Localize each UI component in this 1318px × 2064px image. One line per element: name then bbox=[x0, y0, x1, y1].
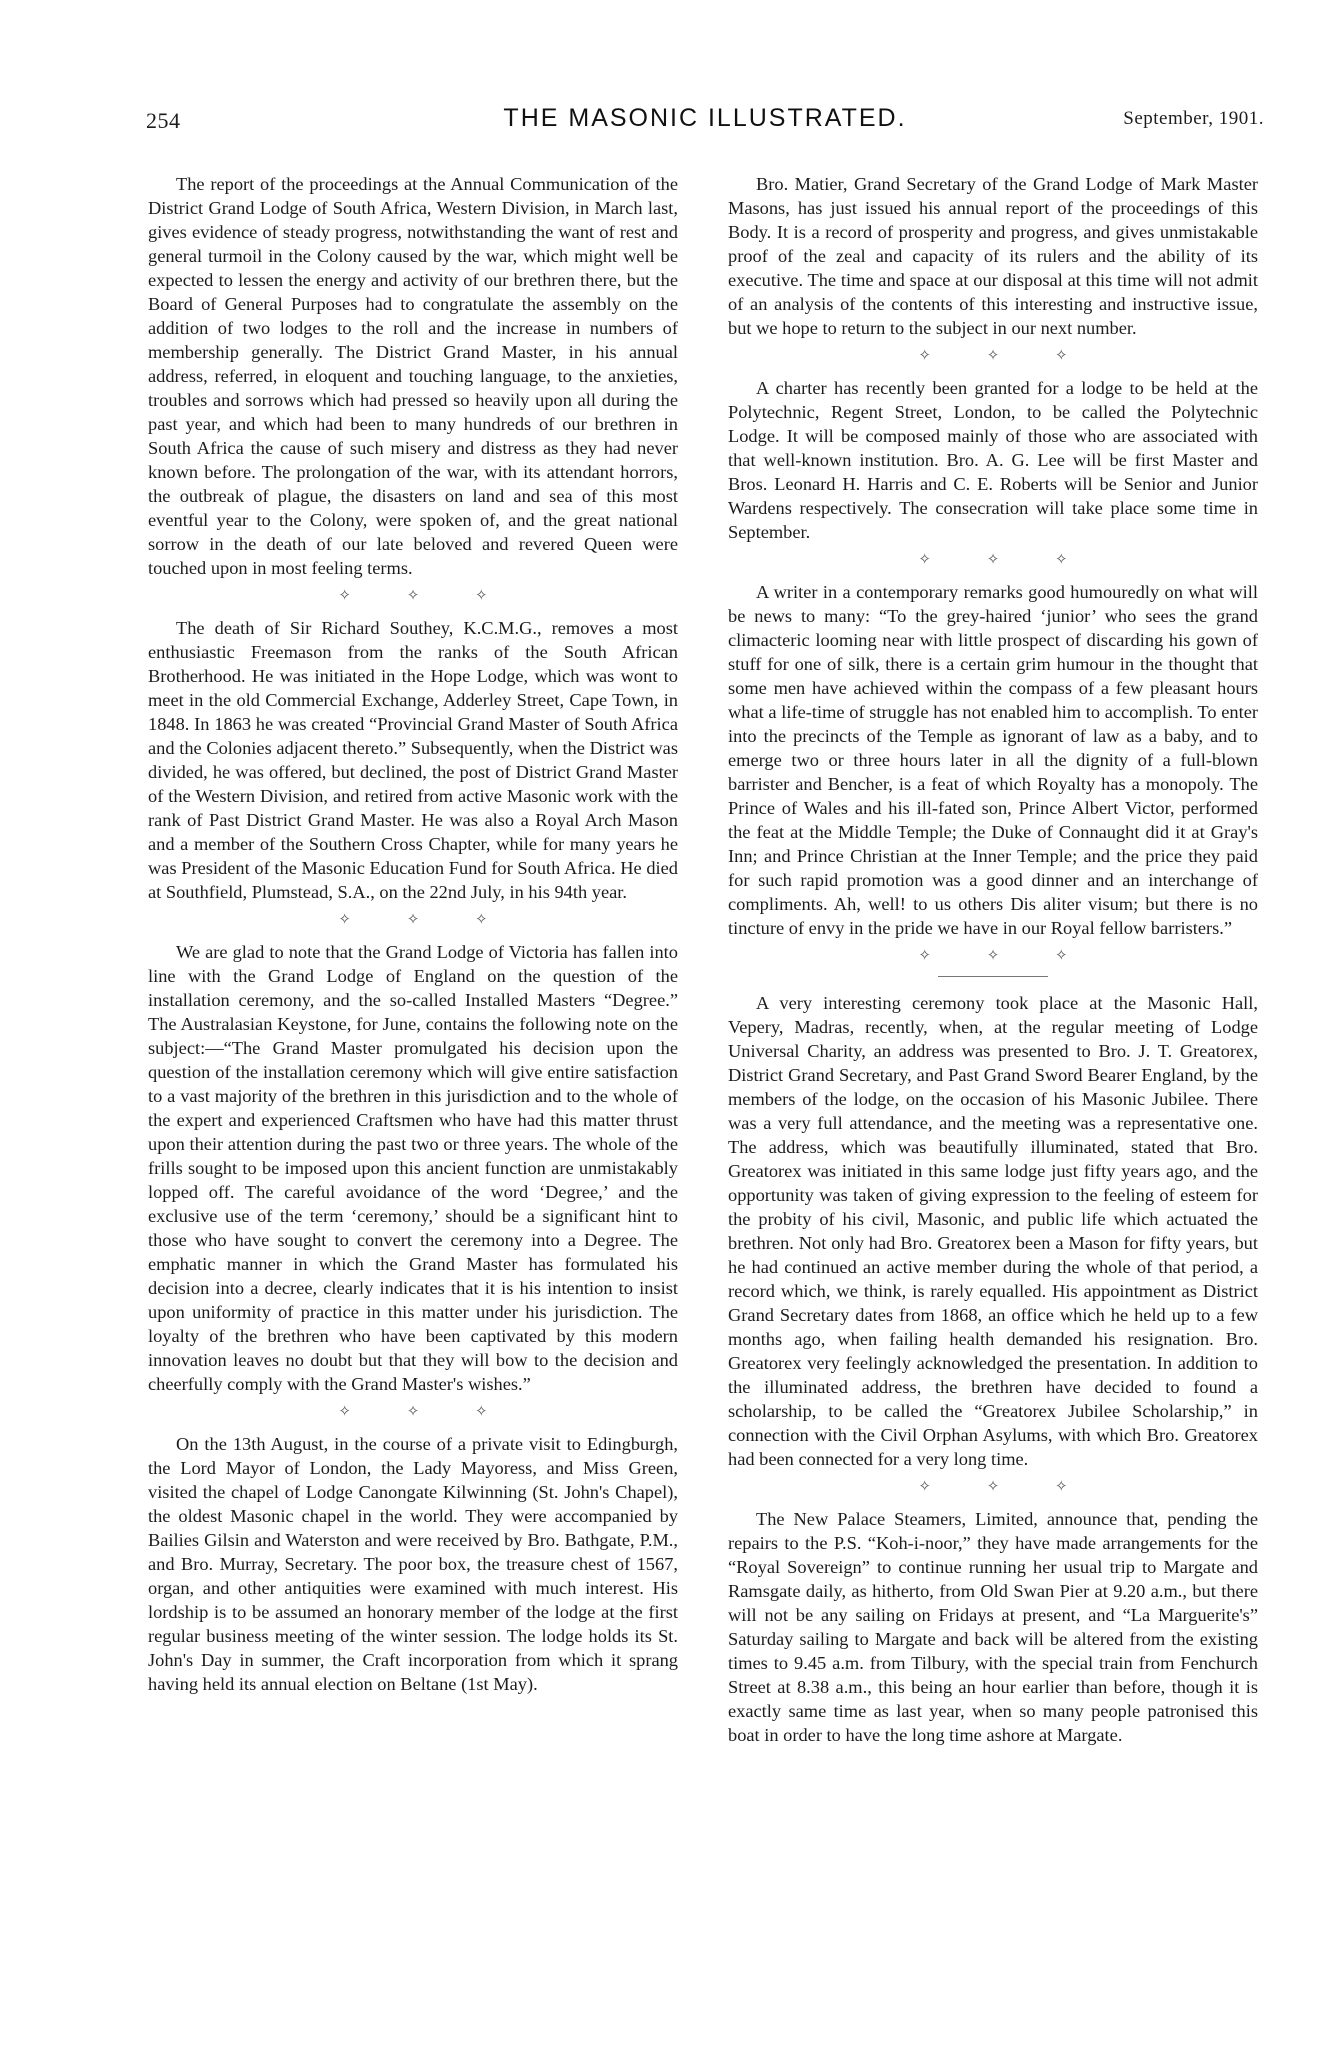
article-greatorex-jubilee: A very interesting ceremony took place at the Masonic Hall, Vepery, Madras, recently, when, at the regular meeting of Lodge Universal Charity, an address was presented to Bro. J. T. Greatorex, District Grand Secretary, and Past Grand Sword Bearer England, by the members of the lodge, on the occasion of his Masonic Jubilee. There was a very full attendance, and the meeting was a representative one. The address, which was beautifully illuminated, stated that Bro. Greatorex was initiated in this same lodge just fifty years ago, and the opportunity was taken of giving expression to the feeling of esteem for the probity of his civil, Masonic, and public life which actuated the brethren. Not only had Bro. Greatorex been a Mason for fifty years, but he had continued an active member during the whole of that period, a record which, we think, is rarely equalled. His appointment as District Grand Secretary dates from 1868, an office which he held up to a few months ago, when failing health demanded his resignation. Bro. Greatorex very feelingly acknowledged the presentation. In addition to the illuminated address, the brethren have decided to found a scholarship, to be called the “Greatorex Jubilee Scholarship,” in connection with the Civil Orphan Asylums, with which Bro. Greatorex had been connected for a very long time. bbox=[728, 993, 1258, 1469]
page-number: 254 bbox=[146, 108, 181, 133]
article-lodge-canongate-kilwinning: On the 13th August, in the course of a private visit to Edingburgh, the Lord Mayor of London, the Lady Mayoress, and Miss Green, visited the chapel of Lodge Canongate Kilwinning (St. John's Chapel), the oldest Masonic chapel in the world. They were accompanied by Bailies Gilsin and Waterston and were received by Bro. Bathgate, P.M., and Bro. Murray, Secretary. The poor box, the treasure chest of 1567, organ, and other antiquities were examined with much interest. His lordship is to be assumed an honorary member of the lodge at the first regular business meeting of the winter session. The lodge holds its St. John's Day in summer, the Craft incorporation from which it sprang having held its annual election on Beltane (1st May). bbox=[148, 1434, 678, 1694]
section-ornament: ✧ ✧ ✧ bbox=[338, 912, 514, 928]
section-ornament: ✧ ✧ ✧ bbox=[918, 948, 1094, 964]
left-column bbox=[148, 172, 678, 1696]
section-ornament: ✧ ✧ ✧ bbox=[918, 348, 1094, 364]
article-grand-lodge-victoria: We are glad to note that the Grand Lodge of Victoria has fallen into line with the Grand Lodge of England on the question of the installation ceremony, and the so-called Installed Masters “Degree.” The Australasian Keystone, for June, contains the following note on the subject:—“The Grand Master promulgated his decision upon the question of the installation ceremony which will give entire satisfaction to a vast majority of the brethren in this jurisdiction and to the whole of the expert and experienced Craftsmen who have had this matter thrust upon their attention during the past two or three years. The whole of the frills sought to be imposed upon this ancient function are unmistakably lopped off. The careful avoidance of the word ‘Degree,’ and the exclusive use of the term ‘ceremony,’ should be a significant hint to those who have sought to convert the ceremony into a Degree. The emphatic manner in which the Grand Master has formulated his decision into a decree, clearly indicates that it is his intention to insist upon uniformity of practice in this matter under his jurisdiction. The loyalty of the brethren who have been captivated by this modern innovation leaves no doubt but that they will bow to the decision and cheerfully comply with the Grand Master's wishes.” bbox=[148, 942, 678, 1394]
right-column bbox=[728, 172, 1258, 1747]
section-ornament: ✧ ✧ ✧ bbox=[338, 588, 514, 604]
masthead-title: THE MASONIC ILLUSTRATED. bbox=[503, 104, 907, 132]
issue-date: September, 1901. bbox=[1123, 108, 1264, 129]
section-ornament: ✧ ✧ ✧ bbox=[918, 1479, 1094, 1495]
section-ornament: ✧ ✧ ✧ bbox=[338, 1404, 514, 1420]
section-ornament: ✧ ✧ ✧ bbox=[918, 552, 1094, 568]
article-mark-master-masons-report: Bro. Matier, Grand Secretary of the Grand Lodge of Mark Master Masons, has just issued his annual report of the proceedings of this Body. It is a record of prosperity and progress, and gives unmistakable proof of the zeal and capacity of its rulers and the ability of its executive. The time and space at our disposal at this time will not admit of an analysis of the contents of this interesting and instructive issue, but we hope to return to the subject in our next number. bbox=[728, 174, 1258, 338]
article-district-grand-lodge-south-africa: The report of the proceedings at the Annual Communication of the District Grand Lodge of South Africa, Western Division, in March last, gives evidence of steady progress, notwithstanding the want of rest and general turmoil in the Colony caused by the war, which might well be expected to lessen the energy and activity of our brethren there, but the Board of General Purposes had to congratulate the assembly on the addition of two lodges to the roll and the increase in numbers of membership generally. The District Grand Master, in his annual address, referred, in eloquent and touching language, to the anxieties, troubles and sorrows which had pressed so heavily upon all during the past year, and which had been to many hundreds of our brethren in South Africa the cause of such misery and distress as they had never known before. The prolongation of the war, with its attendant horrors, the outbreak of plague, the disasters on land and sea of this most eventful year to the Colony, were spoken of, and the great national sorrow in the death of our late beloved and revered Queen were touched upon in most feeling terms. bbox=[148, 174, 678, 578]
page-header bbox=[146, 104, 1264, 144]
article-royal-barristers: A writer in a contemporary remarks good humouredly on what will be news to many: “To the grey-haired ‘junior’ who sees the grand climacteric looming near with little prospect of discarding his gown of stuff for one of silk, there is a certain grim humour in the thought that some men have achieved within the compass of a few pleasant hours what a life-time of struggle has not enabled him to accomplish. To enter into the precincts of the Temple as ignorant of law as a baby, and to emerge two or three hours later in all the dignity of a full-blown barrister and Bencher, is a feat of which Royalty has a monopoly. The Prince of Wales and his ill-fated son, Prince Albert Victor, performed the feat at the Middle Temple; the Duke of Connaught did it at Gray's Inn; and Prince Christian at the Inner Temple; and the price they paid for such rapid promotion was a good dinner and an interchange of compliments. Ah, well! to us others Dis aliter visum; but there is no tincture of envy in the pride we have in our Royal fellow barristers.” bbox=[728, 582, 1258, 938]
section-divider-rule bbox=[938, 976, 1048, 977]
article-polytechnic-lodge: A charter has recently been granted for a lodge to be held at the Polytechnic, Regent Street, London, to be called the Polytechnic Lodge. It will be composed mainly of those who are associated with that well-known institution. Bro. A. G. Lee will be first Master and Bros. Leonard H. Harris and C. E. Roberts will be Senior and Junior Wardens respectively. The consecration will take place some time in September. bbox=[728, 378, 1258, 542]
article-sir-richard-southey: The death of Sir Richard Southey, K.C.M.G., removes a most enthusiastic Freemason from the ranks of the South African Brotherhood. He was initiated in the Hope Lodge, which was wont to meet in the old Commercial Exchange, Adderley Street, Cape Town, in 1848. In 1863 he was created “Provincial Grand Master of South Africa and the Colonies adjacent thereto.” Subsequently, when the District was divided, he was offered, but declined, the post of District Grand Master of the Western Division, and retired from active Masonic work with the rank of Past District Grand Master. He was also a Royal Arch Mason and a member of the Southern Cross Chapter, while for many years he was President of the Masonic Education Fund for South Africa. He died at Southfield, Plumstead, S.A., on the 22nd July, in his 94th year. bbox=[148, 618, 678, 902]
article-new-palace-steamers: The New Palace Steamers, Limited, announce that, pending the repairs to the P.S. “Koh-i-noor,” they have made arrangements for the “Royal Sovereign” to continue running her usual trip to Margate and Ramsgate daily, as hitherto, from Old Swan Pier at 9.20 a.m., but there will not be any sailing on Fridays at present, and “La Marguerite's” Saturday sailing to Margate and back will be altered from the existing times to 9.45 a.m. from Tilbury, with the special train from Fenchurch Street at 8.38 a.m., this being an hour earlier than before, though it is exactly same time as last year, when so many people patronised this boat in order to have the long time ashore at Margate. bbox=[728, 1509, 1258, 1745]
